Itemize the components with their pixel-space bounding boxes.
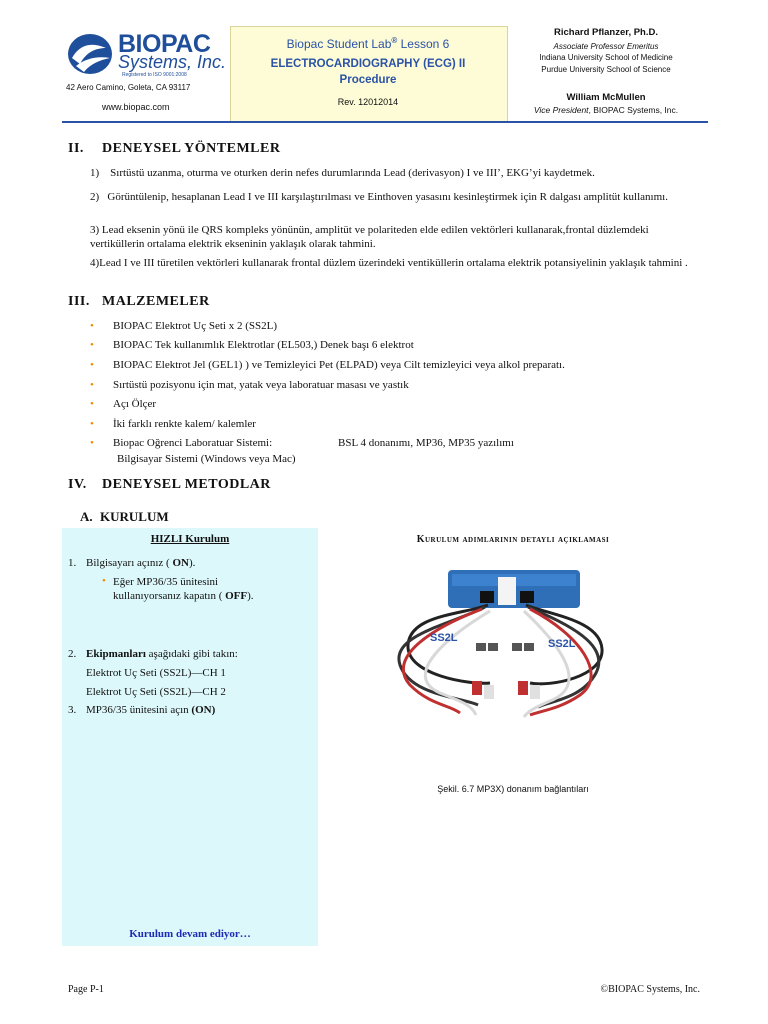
company-address: 42 Aero Camino, Goleta, CA 93117 [66,83,191,92]
logo-registration: Registered to ISO 9001:2008 [122,72,187,78]
material-item: İki farklı renkte kalem/ kalemler [113,418,256,430]
mp3x-hardware-photo [380,565,610,725]
header-divider [62,121,708,123]
method-item-4: 4)Lead I ve III türetilen vektörleri kullanarak frontal düzlem üzerindeki ventiküllerin ortalama elektrik potansiyelinin yaklaşık tahmini . [90,257,688,269]
material-item: Biopac Oğrenci Laboratuar Sistemi: [113,437,273,449]
bullet-icon: • [90,437,94,449]
bullet-icon: • [90,418,94,430]
author1-title: Associate Professor Emeritus [553,42,659,51]
quick-step-3: 3. MP36/35 ünitesini açın (ON) [68,704,216,716]
revision-label: Rev. 12012014 [337,97,399,107]
material-item: Açı Ölçer [113,398,157,410]
ss2l-label-right: SS2L [548,638,576,650]
material-item: BIOPAC Elektrot Uç Seti x 2 (SS2L) [113,320,277,332]
author1-name: Richard Pflanzer, Ph.D. [554,27,658,38]
quick-step-2: 2. Ekipmanları aşağıdaki gibi takın: Elektrot Uç Seti (SS2L)—CH 1 Elektrot Uç Seti (SS2L)—CH 2 [68,648,238,698]
author2-name: William McMullen [566,92,646,103]
lesson-title: Biopac Student Lab® Lesson 6 [286,36,450,51]
ss2l-label-left: SS2L [430,632,458,644]
bullet-icon: • [90,398,94,410]
material-item: Sırtüstü pozisyonu için mat, yatak veya laboratuar masası ve yastık [113,379,409,391]
material-item: BIOPAC Tek kullanımlık Elektrotlar (EL503,) Denek başı 6 elektrot [113,339,414,351]
method-item-3: 3) Lead eksenin yönü ile QRS kompleks yönünün, amplitüt ve polariteden elde edilen vektörleri kullanarak,frontal düzlemdeki vertiküllerin ortalama elektrik ekseninin yaklaşık olarak tahmini. [90,224,649,250]
bullet-icon: • [90,339,94,351]
logo-subtitle: Systems, Inc. [118,52,227,72]
author2-title: Vice President, BIOPAC Systems, Inc. [533,105,679,115]
company-website: www.biopac.com [102,102,170,112]
bullet-icon: • [90,359,94,371]
bsl-software: BSL 4 donanımı, MP36, MP35 yazılımı [338,437,514,449]
lesson-subtitle: ELECTROCARDIOGRAPHY (ECG) II Procedure [270,58,466,86]
section-heading-procedure: IV. DENEYSEL METODLAR [68,477,271,492]
author1-affiliation-2: Purdue University School of Science [541,65,671,74]
quick-setup-title: HIZLI Kurulum [150,533,230,545]
computer-system: Bilgisayar Sistemi (Windows veya Mac) [117,453,296,465]
bullet-icon: • [90,320,94,332]
method-item-2: 2) Görüntülenip, hesaplanan Lead I ve III karşılaştırılması ve Einthoven yasasını kesinleştirmek için R dalgası amplitüt kullanımı. [90,191,668,203]
setup-continues-note: Kurulum devam ediyor… [129,928,251,940]
bullet-icon: • [102,575,106,587]
quick-step-1: 1. Bilgisayarı açınız ( ON). [68,557,196,569]
material-item: BIOPAC Elektrot Jel (GEL1) ) ve Temizleyici Pet (ELPAD) veya Cilt temizleyici veya alkol preparatı. [113,359,565,371]
section-heading-materials: III. MALZEMELER [68,294,210,309]
detail-setup-title: Kurulum adimlarinin detayli açiklamasi [416,534,610,545]
section-heading-methods: II. DENEYSEL YÖNTEMLER [68,141,281,156]
quick-step-1-sub: Eğer MP36/35 ünitesini kullanıyorsanız kapatın ( OFF). [113,576,254,602]
author1-affiliation-1: Indiana University School of Medicine [539,53,673,62]
bullet-icon: • [90,379,94,391]
method-item-1: 1) Sırtüstü uzanma, oturma ve oturken derin nefes durumlarında Lead (derivasyon) I ve III’, EKG’yi kaydetmek. [90,167,595,179]
page-number: Page P-1 [68,984,104,995]
figure-caption: Şekil. 6.7 MP3X) donanım bağlantıları [437,784,589,794]
logo-name: BIOPAC [118,30,211,58]
copyright: ©BIOPAC Systems, Inc. [600,984,700,995]
subsection-heading-setup: A. KURULUM [80,509,169,524]
